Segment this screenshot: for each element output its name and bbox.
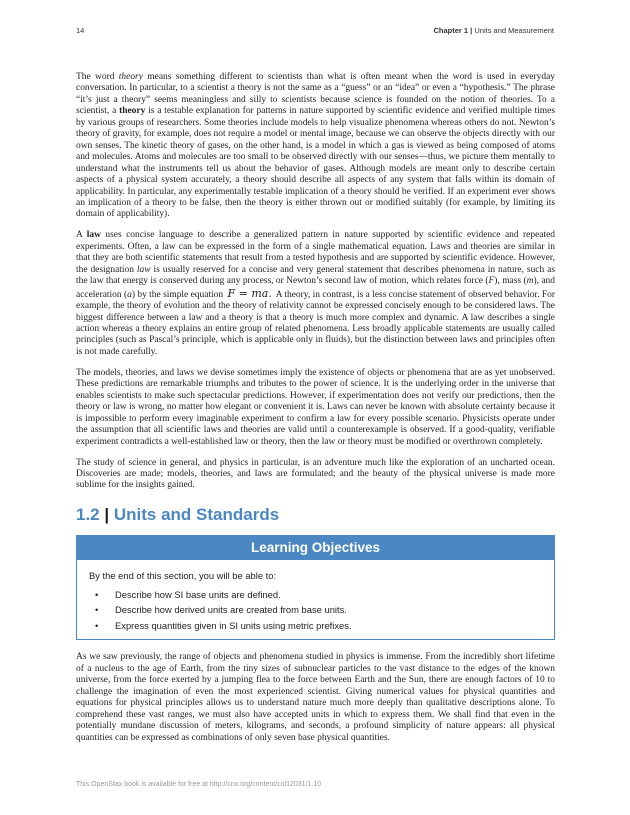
emphasis-law: law [136, 264, 151, 275]
page-footer: This OpenStax book is available for free at http://cnx.org/content/col12031/1.10 [76, 781, 322, 788]
text-run: ), and acceleration ( [76, 276, 555, 300]
text-run: ) by the simple equation [131, 289, 226, 300]
emphasis-theory: theory [118, 72, 143, 82]
paragraph-predictions: The models, theories, and laws we devise sometimes imply the existence of objects or phenomena that are as yet unobserved. These predictions are remarkable triumphs and tributes to the power of science. It is the underlying order in the universe that enables scientists to make such spectacular predictions. However, if experimentation does not verify our predictions, then the theory or law is wrong, no matter how elegant or convenient it is. Laws can never be known with absolute certainty because it is impossible to perform every imaginable experiment to confirm a law for every possible scenario. Physicists operate under the assumption that all scientific laws and theories are valid until a counterexample is observed. If a good-quality, verifiable experiment contradicts a well-established law or theory, then the law or theory must be modified or overthrown completely. [76, 367, 555, 447]
var-acceleration: a [127, 289, 132, 300]
chapter-label: Chapter 1 [433, 26, 469, 35]
text-run: A theory, in contrast, is a less concise statement of observed behavior. For example, the theory of evolution and the theory of relativity cannot be expressed concisely enough to be considered laws. The biggest difference between a law and a theory is that a theory is much more complex and dynamic. A law describes a single action whereas a theory explains an entire group of related phenomena. Less broadly applicable statements are usually called principles (such as Pascal’s principle, which is applicable only in fluids), but the distinction between laws and principles often is not made carefully. [76, 289, 555, 357]
learning-objectives-box [76, 535, 555, 641]
text-run: The word [76, 72, 119, 82]
var-force: F [488, 276, 495, 287]
chapter-title: Units and Measurement [474, 26, 554, 35]
list-item: • Describe how SI base units are defined. [95, 589, 542, 600]
section-title: Units and Standards [113, 504, 280, 524]
learning-objectives-list [89, 589, 542, 631]
chapter-heading [433, 26, 554, 35]
list-item: • Express quantities given in SI units using metric prefixes. [95, 620, 542, 631]
text-run: ), mass ( [494, 276, 527, 287]
text-run: uses concise language to describe a generalized pattern in nature supported by scientific evidence and repeated experiments. Often, a law can be expressed in the form of a single mathematical equation. Laws and theories are similar in that they are both scientific statements that result from a tested hypothesis and are supported by scientific evidence. However, the designation [76, 230, 555, 275]
key-term-law: law [86, 230, 101, 241]
paragraph-units-intro: As we saw previously, the range of objects and phenomena studied in physics is immense. From the incredibly short lifetime of a nucleus to the age of Earth, from the tiny sizes of subnuclear particles to the vast distance to the edges of the known universe, from the force exerted by a jumping flea to the force between Earth and the Sun, there are enough factors of 10 to challenge the imagination of even the most experienced scientist. Giving numerical values for physical quantities and equations for physical principles allows us to understand nature much more deeply than qualitative descriptions alone. To comprehend these vast ranges, we must also have accepted units in which to express them. We shall find that even in the potentially mundane discussion of meters, kilograms, and seconds, a profound simplicity of nature appears: all physical quantities can be expressed as combinations of only seven base physical quantities. [76, 652, 555, 743]
page-content [76, 72, 555, 754]
learning-objectives-heading: Learning Objectives [77, 536, 554, 560]
var-mass: m [526, 276, 534, 287]
chapter-separator: | [470, 26, 473, 35]
paragraph-law [76, 230, 555, 358]
equation-newton-second-law: F = ma. [227, 286, 272, 300]
learning-objectives-body [77, 560, 554, 640]
text-run: is a testable explanation for patterns in nature supported by scientific evidence and verified multiple times by various groups of researchers. Some theories include models to help visualize phenomena whereas others do not. Newton’s theory of gravity, for example, does not require a model or mental image, because we can observe the objects directly with our own senses. The kinetic theory of gases, on the other hand, is a model in which a gas is viewed as being composed of atoms and molecules. Atoms and molecules are too small to be observed directly with our senses—thus, we picture them mentally to understand what the instruments tell us about the behavior of gases. Although models are meant only to describe certain aspects of a physical system accurately, a theory should describe all aspects of any system that falls within its domain of applicability. In particular, any experimentally testable implication of a theory should be verified. If an experiment ever shows an implication of a theory to be false, then the theory is either thrown out or modified suitably (for example, by limiting its domain of applicability). [76, 106, 555, 220]
key-term-theory: theory [119, 106, 146, 117]
section-separator: | [104, 504, 110, 524]
learning-objectives-intro: By the end of this section, you will be able to: [89, 569, 277, 581]
text-run: is usually reserved for a concise and very general statement that describes phenomena in nature, such as the law that energy is conserved during any process, or Newton’s second law of motion, which relates force ( [76, 264, 556, 287]
paragraph-adventure: The study of science in general, and physics in particular, is an adventure much like the exploration of an uncharted ocean. Discoveries are made; models, theories, and laws are formulated; and the beauty of the physical universe is made more sublime for the insights gained. [76, 457, 555, 491]
paragraph-theory [76, 72, 555, 221]
page-number: 14 [76, 26, 85, 35]
section-number: 1.2 [76, 504, 100, 524]
text-run: A [76, 230, 87, 241]
list-item: • Describe how derived units are created from base units. [95, 604, 542, 615]
text-run: means something different to scientists than what is often meant when the word is used in everyday conversation. In particular, to a scientist a theory is not the same as a “guess” or an “idea” or even a “hypothesis.” The phrase “it’s just a theory” seems meaningless and silly to scientists because science is founded on the notion of theories. To a scientist, a [76, 72, 555, 117]
section-heading [76, 505, 555, 525]
page-header [76, 26, 554, 38]
